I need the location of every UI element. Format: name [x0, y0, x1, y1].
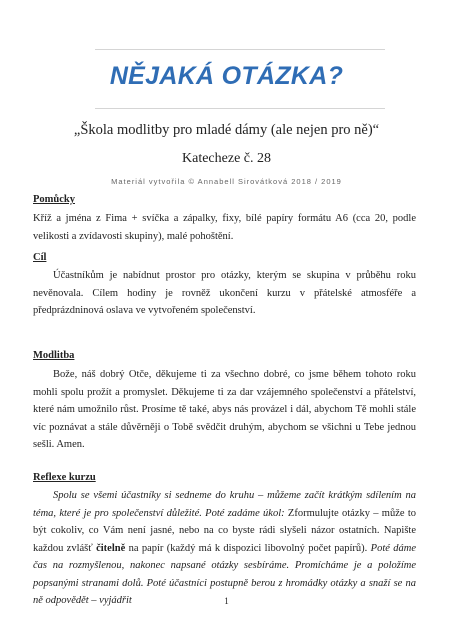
reflexe-task: Zformulujte otázky – může to být cokoliv, co Vám není jasné, nebo na co byste rádi slyšeli názor ostatních. Napište každou zvlášť	[33, 507, 416, 554]
modlitba-text: Bože, náš dobrý Otče, děkujeme ti za všechno dobré, co jsme během tohoto roku mohli spolu prožít a promyslet. Děkujeme ti za dar vzájemného společenství a přátelství, které nám umožnilo růst. Prosíme tě také, abys nás provázel i dál, abychom Tě mohli stále víc poznávat a stále důvěrněji o Tobě svědčit druhým, abychom se všichni u Tebe jednou sešli. Amen.	[33, 369, 416, 450]
page-number: 1	[224, 596, 229, 606]
heading-modlitba: Modlitba	[33, 350, 75, 361]
reflexe-continuation: Poté dáme čas na rozmyšlenou, nakonec napsané otázky sesbíráme. Promícháme je a položíme popsanými stranami dolů. Poté účastníci postupně berou z hromádky otázky a snaží se na ně odpovědět – vyjádřit	[33, 542, 416, 606]
pomucky-text: Kříž a jména z Fima + svíčka a zápalky, fixy, bílé papíry formátu A6 (cca 20, podle velikosti a zvídavosti skupiny), malé pohoštění.	[33, 213, 416, 242]
course-subtitle: „Škola modlitby pro mladé dámy (ale nejen pro ně)“	[73, 122, 380, 138]
heading-cil: Cíl	[33, 252, 47, 263]
heading-pomucky: Pomůcky	[33, 194, 75, 205]
author-credit: Materiál vytvořila © Annabell Sirovátková 2018 / 2019	[111, 177, 342, 186]
heading-reflexe: Reflexe kurzu	[33, 472, 96, 483]
title-divider	[95, 108, 385, 109]
reflexe-intro: Spolu se všemi účastníky si sedneme do kruhu – můžeme začít krátkým sdílením na téma, které je pro společenství důležité. Poté zadáme úkol:	[33, 490, 416, 519]
reflexe-text	[33, 487, 416, 610]
top-divider	[95, 49, 385, 50]
reflexe-emphasis: čitelně	[96, 542, 126, 554]
page-title: NĚJAKÁ OTÁZKA?	[109, 62, 344, 90]
katecheze-number: Katecheze č. 28	[182, 151, 271, 166]
cil-text: Účastníkům je nabídnut prostor pro otázky, kterým se skupina v průběhu roku nevěnovala. Cílem hodiny je rovněž ukončení kurzu v přátelské atmosféře a předprázdninová oslava ve vytvořeném společenství.	[33, 270, 416, 316]
reflexe-task-end: na papír (každý má k dispozici libovolný počet papírů).	[125, 542, 368, 554]
